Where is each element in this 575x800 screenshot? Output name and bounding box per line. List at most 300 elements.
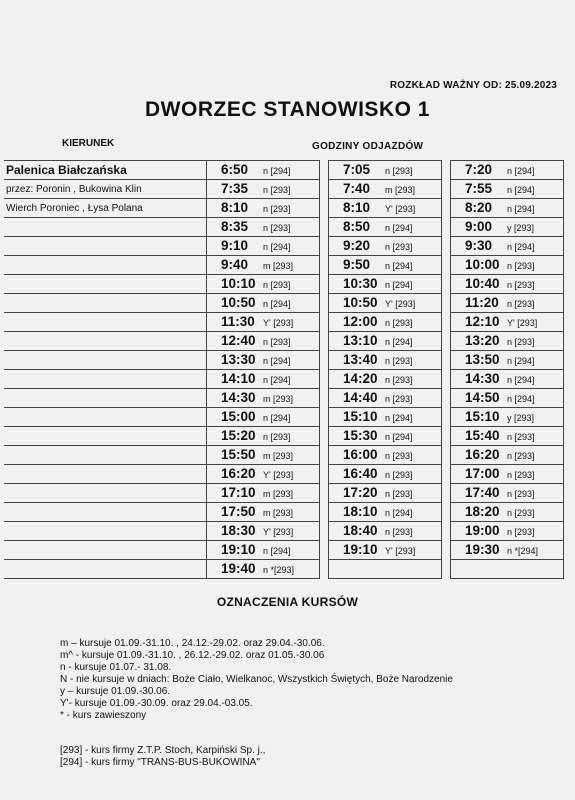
course-code: n [294] — [263, 356, 291, 366]
column-gap — [442, 161, 451, 180]
departure-time: 15:50 — [221, 447, 256, 462]
column-gap — [442, 275, 451, 294]
direction-header: KIERUNEK — [62, 138, 115, 149]
course-code: n [293] — [507, 470, 535, 480]
departure-cell — [451, 560, 564, 579]
column-gap — [442, 218, 451, 237]
table-row — [4, 294, 564, 313]
departure-time: 10:30 — [343, 276, 378, 291]
course-code: m [293] — [263, 394, 294, 404]
departure-cell — [329, 446, 442, 465]
departure-cell — [207, 199, 320, 218]
column-gap — [320, 560, 329, 579]
departure-cell — [329, 351, 442, 370]
course-code: Y' [293] — [385, 299, 416, 309]
departure-cell — [451, 275, 564, 294]
course-code: n [293] — [507, 451, 535, 461]
column-gap — [320, 465, 329, 484]
departure-cell — [207, 332, 320, 351]
course-code: y [293] — [507, 223, 535, 233]
departure-time: 13:10 — [343, 333, 378, 348]
direction-cell — [4, 218, 207, 237]
column-gap — [442, 484, 451, 503]
column-gap — [320, 237, 329, 256]
course-code: m [293] — [263, 489, 294, 499]
table-row — [4, 218, 564, 237]
course-code: m [293] — [263, 451, 294, 461]
column-gap — [442, 427, 451, 446]
legend-title: OZNACZENIA KURSÓW — [216, 595, 359, 609]
course-code: n [293] — [385, 318, 413, 328]
column-gap — [442, 446, 451, 465]
departure-time: 16:20 — [221, 466, 256, 481]
column-gap — [442, 370, 451, 389]
course-code: n [293] — [385, 375, 413, 385]
column-gap — [320, 313, 329, 332]
table-row — [4, 161, 564, 180]
departure-cell — [207, 560, 320, 579]
direction-cell — [4, 256, 207, 275]
course-code: m [293] — [385, 185, 416, 195]
departure-cell — [207, 218, 320, 237]
table-row — [4, 199, 564, 218]
course-code: n [294] — [507, 242, 535, 252]
departure-cell — [329, 256, 442, 275]
departure-cell — [451, 256, 564, 275]
departure-cell — [329, 503, 442, 522]
course-code: n [294] — [385, 223, 413, 233]
departure-cell — [207, 351, 320, 370]
course-code: n [293] — [385, 242, 413, 252]
course-code: n [293] — [385, 470, 413, 480]
column-gap — [320, 332, 329, 351]
table-row — [4, 275, 564, 294]
departure-cell — [329, 199, 442, 218]
column-gap — [320, 389, 329, 408]
legend-item: y – kursuje 01.09.-30.06. — [60, 686, 171, 697]
column-gap — [442, 332, 451, 351]
departure-time: 11:30 — [221, 314, 255, 329]
direction-cell — [4, 237, 207, 256]
column-gap — [320, 199, 329, 218]
operator-item: [293] - kurs firmy Z.T.P. Stoch, Karpiński Sp. j., — [60, 745, 266, 756]
departure-time: 18:30 — [221, 523, 256, 538]
direction-cell — [4, 180, 207, 199]
departure-time: 14:20 — [343, 371, 378, 386]
departure-cell — [329, 560, 442, 579]
column-gap — [442, 294, 451, 313]
departure-cell — [451, 180, 564, 199]
departure-cell — [207, 427, 320, 446]
legend — [60, 638, 453, 722]
course-code: n [293] — [263, 204, 291, 214]
column-gap — [442, 503, 451, 522]
table-row — [4, 465, 564, 484]
column-gap — [320, 408, 329, 427]
departure-time: 14:30 — [221, 390, 256, 405]
departure-time: 16:00 — [343, 447, 378, 462]
page-title: DWORZEC STANOWISKO 1 — [145, 98, 430, 121]
course-code: n [294] — [507, 375, 535, 385]
column-gap — [320, 275, 329, 294]
direction-cell — [4, 313, 207, 332]
legend-item: Y'- kursuje 01.09.-30.09. oraz 29.04.-03.05. — [60, 698, 253, 709]
course-code: n [294] — [263, 242, 291, 252]
departure-time: 8:35 — [221, 219, 249, 234]
direction-cell — [4, 408, 207, 427]
course-code: n [294] — [263, 413, 291, 423]
departure-cell — [451, 370, 564, 389]
departure-time: 7:35 — [221, 181, 249, 196]
departure-cell — [451, 484, 564, 503]
table-row — [4, 522, 564, 541]
course-code: Y' [293] — [263, 470, 294, 480]
departure-cell — [207, 446, 320, 465]
departure-cell — [329, 408, 442, 427]
column-gap — [320, 180, 329, 199]
departure-cell — [451, 465, 564, 484]
direction-cell — [4, 332, 207, 351]
departure-time: 18:20 — [465, 504, 500, 519]
direction-via: Wierch Poroniec , Łysa Polana — [6, 202, 143, 214]
column-gap — [442, 541, 451, 560]
course-code: n [293] — [507, 432, 535, 442]
departure-time: 15:20 — [221, 428, 256, 443]
departures-header: GODZINY ODJAZDÓW — [312, 141, 424, 152]
departure-time: 8:10 — [343, 200, 371, 215]
table-row — [4, 389, 564, 408]
departure-cell — [451, 351, 564, 370]
column-gap — [320, 484, 329, 503]
direction-cell — [4, 503, 207, 522]
course-code: n [294] — [507, 185, 535, 195]
departure-cell — [207, 161, 320, 180]
departure-time: 19:10 — [221, 542, 256, 557]
departure-cell — [329, 275, 442, 294]
departure-time: 14:30 — [465, 371, 500, 386]
table-row — [4, 351, 564, 370]
departure-time: 12:40 — [221, 333, 256, 348]
table-row — [4, 313, 564, 332]
departure-time: 12:00 — [343, 314, 378, 329]
table-row — [4, 332, 564, 351]
departure-cell — [207, 465, 320, 484]
table-row — [4, 560, 564, 579]
column-gap — [320, 446, 329, 465]
departure-time: 8:10 — [221, 200, 249, 215]
course-code: n [293] — [385, 451, 413, 461]
departure-time: 13:30 — [221, 352, 256, 367]
departure-cell — [207, 237, 320, 256]
column-gap — [442, 199, 451, 218]
departure-time: 9:00 — [465, 219, 493, 234]
valid-from: ROZKŁAD WAŻNY OD: 25.09.2023 — [389, 80, 557, 91]
course-code: n [293] — [263, 185, 291, 195]
departure-time: 9:20 — [343, 238, 371, 253]
column-gap — [320, 161, 329, 180]
departure-time: 10:50 — [343, 295, 378, 310]
column-gap — [442, 237, 451, 256]
departure-time: 13:40 — [343, 352, 378, 367]
course-code: n [293] — [263, 223, 291, 233]
course-code: n [293] — [507, 261, 535, 271]
departure-time: 13:50 — [465, 352, 500, 367]
course-code: Y' [293] — [507, 318, 538, 328]
departure-time: 15:40 — [465, 428, 500, 443]
direction-cell — [4, 389, 207, 408]
departure-time: 8:50 — [343, 219, 371, 234]
table-row — [4, 503, 564, 522]
departure-cell — [329, 218, 442, 237]
course-code: Y' [293] — [385, 204, 416, 214]
direction-cell — [4, 161, 207, 180]
departure-time: 19:00 — [465, 523, 500, 538]
course-code: n [294] — [385, 413, 413, 423]
course-code: n [293] — [263, 337, 291, 347]
departure-cell — [207, 370, 320, 389]
column-gap — [320, 218, 329, 237]
departure-cell — [207, 275, 320, 294]
departure-time: 10:50 — [221, 295, 256, 310]
course-code: n [294] — [385, 261, 413, 271]
departure-cell — [207, 503, 320, 522]
table-row — [4, 408, 564, 427]
column-gap — [320, 503, 329, 522]
column-gap — [442, 465, 451, 484]
departure-cell — [207, 256, 320, 275]
column-gap — [442, 522, 451, 541]
column-gap — [442, 560, 451, 579]
departure-time: 16:40 — [343, 466, 378, 481]
legend-item: n - kursuje 01.07.- 31.08. — [60, 662, 172, 673]
course-code: n *[293] — [263, 565, 295, 575]
direction-cell — [4, 484, 207, 503]
departure-cell — [451, 237, 564, 256]
departure-cell — [451, 332, 564, 351]
course-code: n [293] — [263, 432, 291, 442]
column-gap — [320, 427, 329, 446]
departure-cell — [451, 199, 564, 218]
column-gap — [320, 256, 329, 275]
column-gap — [442, 389, 451, 408]
table-row — [4, 256, 564, 275]
departure-cell — [329, 389, 442, 408]
departure-cell — [207, 541, 320, 560]
course-code: n [293] — [507, 527, 535, 537]
departure-cell — [451, 522, 564, 541]
column-gap — [442, 408, 451, 427]
departure-time: 18:10 — [343, 504, 378, 519]
column-gap — [320, 541, 329, 560]
departure-time: 14:50 — [465, 390, 500, 405]
departure-time: 16:20 — [465, 447, 500, 462]
departure-time: 19:10 — [343, 542, 378, 557]
course-code: n [294] — [263, 299, 291, 309]
column-gap — [320, 522, 329, 541]
course-code: n [293] — [385, 394, 413, 404]
departure-cell — [451, 218, 564, 237]
course-code: n [294] — [507, 166, 535, 176]
column-gap — [442, 351, 451, 370]
departure-cell — [329, 541, 442, 560]
departure-cell — [207, 180, 320, 199]
direction-cell — [4, 522, 207, 541]
departure-time: 17:50 — [221, 504, 256, 519]
column-gap — [320, 370, 329, 389]
departure-cell — [207, 522, 320, 541]
departure-cell — [451, 294, 564, 313]
course-code: n [293] — [263, 280, 291, 290]
departure-cell — [207, 313, 320, 332]
departure-time: 10:40 — [465, 276, 500, 291]
course-code: n [294] — [385, 432, 413, 442]
legend-item: N - nie kursuje w dniach: Boże Ciało, Wielkanoc, Wszystkich Świętych, Boże Narodzenie — [60, 674, 453, 685]
table-row — [4, 484, 564, 503]
departure-time: 15:00 — [221, 409, 256, 424]
table-row — [4, 370, 564, 389]
course-code: n [293] — [507, 489, 535, 499]
course-code: m [293] — [263, 508, 294, 518]
course-code: n [293] — [507, 299, 535, 309]
departure-time: 19:30 — [465, 542, 500, 557]
legend-item: m – kursuje 01.09.-31.10. , 24.12.-29.02. oraz 29.04.-30.06. — [60, 638, 325, 649]
course-code: n [294] — [507, 394, 535, 404]
departure-time: 15:10 — [465, 409, 500, 424]
course-code: n [294] — [385, 337, 413, 347]
course-code: Y' [293] — [263, 527, 294, 537]
departure-time: 17:40 — [465, 485, 500, 500]
departure-time: 15:30 — [343, 428, 378, 443]
departure-cell — [207, 484, 320, 503]
departure-cell — [329, 180, 442, 199]
departure-cell — [329, 465, 442, 484]
departure-cell — [329, 161, 442, 180]
course-code: n [293] — [507, 508, 535, 518]
departure-time: 7:20 — [465, 162, 493, 177]
departure-cell — [451, 313, 564, 332]
course-code: Y' [293] — [385, 546, 416, 556]
departure-cell — [329, 522, 442, 541]
course-code: n [294] — [263, 166, 291, 176]
departure-time: 17:20 — [343, 485, 378, 500]
departure-time: 19:40 — [221, 561, 256, 576]
course-code: n [294] — [385, 280, 413, 290]
direction-cell — [4, 294, 207, 313]
departure-time: 18:40 — [343, 523, 378, 538]
column-gap — [442, 256, 451, 275]
departure-time: 13:20 — [465, 333, 500, 348]
column-gap — [442, 313, 451, 332]
departure-cell — [329, 237, 442, 256]
departure-cell — [329, 313, 442, 332]
departure-cell — [451, 389, 564, 408]
direction-cell — [4, 541, 207, 560]
departure-cell — [329, 332, 442, 351]
departure-time: 14:40 — [343, 390, 378, 405]
direction-cell — [4, 351, 207, 370]
course-code: y [293] — [507, 413, 535, 423]
departure-time: 8:20 — [465, 200, 493, 215]
direction-cell — [4, 560, 207, 579]
departure-cell — [329, 370, 442, 389]
departure-cell — [329, 294, 442, 313]
course-code: n [293] — [507, 337, 535, 347]
departure-cell — [451, 503, 564, 522]
course-code: n [294] — [263, 375, 291, 385]
departure-cell — [329, 427, 442, 446]
course-code: n [293] — [385, 489, 413, 499]
course-code: n [293] — [385, 527, 413, 537]
departure-time: 9:30 — [465, 238, 493, 253]
departure-time: 7:05 — [343, 162, 371, 177]
course-code: n [294] — [507, 356, 535, 366]
departure-time: 7:40 — [343, 181, 371, 196]
column-gap — [320, 351, 329, 370]
operator-item: [294] - kurs firmy "TRANS-BUS-BUKOWINA" — [60, 757, 260, 768]
legend-item: * - kurs zawieszony — [60, 710, 147, 721]
departure-cell — [451, 541, 564, 560]
departure-time: 15:10 — [343, 409, 378, 424]
course-code: n [294] — [507, 204, 535, 214]
direction-cell — [4, 465, 207, 484]
course-code: n [293] — [507, 280, 535, 290]
table-row — [4, 427, 564, 446]
legend-item: m^ - kursuje 01.09.-31.10. , 26.12.-29.02. oraz 01.05.-30.06 — [60, 650, 325, 661]
departure-time: 10:10 — [221, 276, 256, 291]
table-row — [4, 446, 564, 465]
course-code: n [294] — [263, 546, 291, 556]
departure-time: 11:20 — [465, 295, 499, 310]
direction-cell — [4, 199, 207, 218]
departure-cell — [207, 408, 320, 427]
column-gap — [320, 294, 329, 313]
course-code: m [293] — [263, 261, 294, 271]
departure-time: 12:10 — [465, 314, 500, 329]
timetable — [4, 160, 564, 579]
departure-cell — [451, 408, 564, 427]
departure-time: 17:00 — [465, 466, 500, 481]
departure-time: 9:50 — [343, 257, 371, 272]
course-code: Y' [293] — [263, 318, 294, 328]
direction-cell — [4, 275, 207, 294]
departure-cell — [451, 446, 564, 465]
direction-name: Palenica Białczańska — [6, 163, 127, 177]
operators-list — [60, 745, 265, 769]
direction-via: przez: Poronin , Bukowina Klin — [6, 183, 142, 195]
table-row — [4, 237, 564, 256]
departure-cell — [207, 294, 320, 313]
departure-cell — [451, 427, 564, 446]
departure-time: 7:55 — [465, 181, 493, 196]
course-code: n [293] — [385, 356, 413, 366]
course-code: n *[294] — [507, 546, 539, 556]
departure-cell — [451, 161, 564, 180]
column-gap — [442, 180, 451, 199]
departure-cell — [329, 484, 442, 503]
table-row — [4, 180, 564, 199]
direction-cell — [4, 427, 207, 446]
departure-cell — [207, 389, 320, 408]
table-row — [4, 541, 564, 560]
departure-time: 10:00 — [465, 257, 500, 272]
departure-time: 17:10 — [221, 485, 256, 500]
direction-cell — [4, 370, 207, 389]
direction-cell — [4, 446, 207, 465]
course-code: n [294] — [385, 508, 413, 518]
departure-time: 6:50 — [221, 162, 249, 177]
departure-time: 9:40 — [221, 257, 249, 272]
departure-time: 9:10 — [221, 238, 249, 253]
